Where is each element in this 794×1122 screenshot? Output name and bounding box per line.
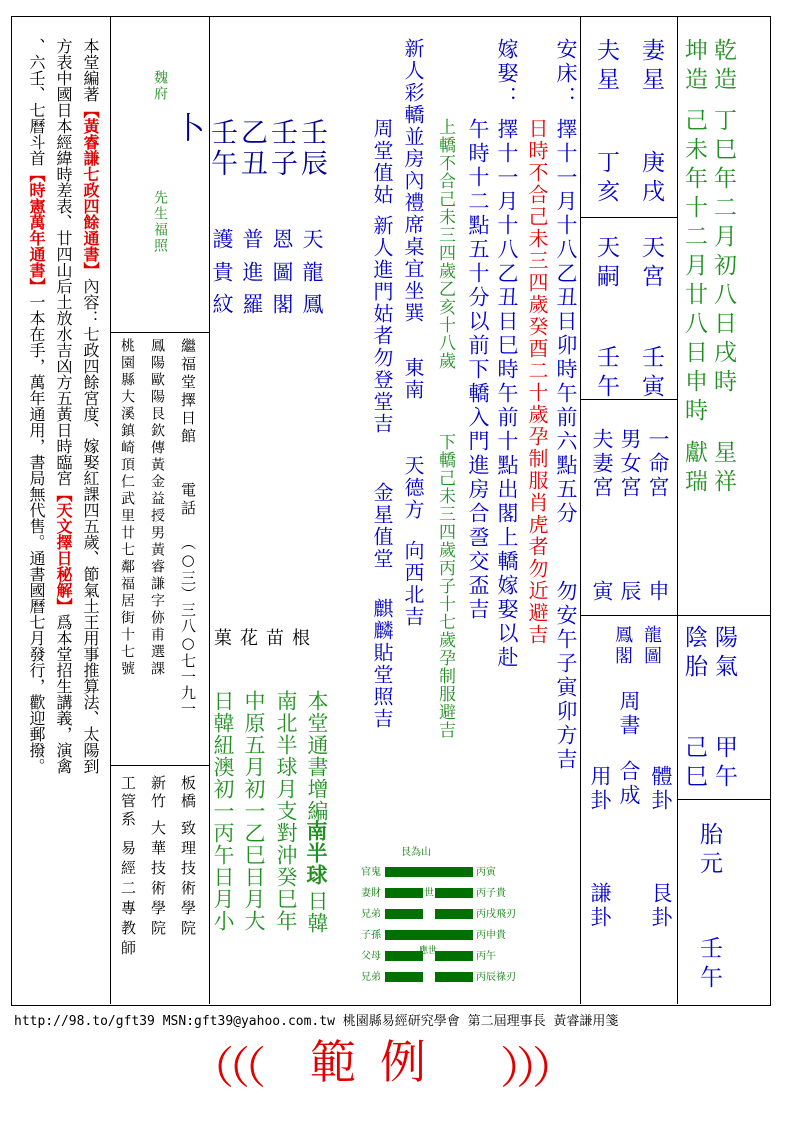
fuqi-gong-val: 寅 [590,580,614,604]
jinxing: 金星值堂 [370,482,394,570]
star-label: 星祥 [710,440,736,498]
wei-fu: 魏府 [152,70,168,102]
tiansi: 天嗣 [593,235,619,293]
nannu-gong: 男女宮 [618,428,642,500]
ad-content: 七政四餘宮度、嫁娶紅課四五歲、節氣土王用事推算法、太陽到 [81,326,100,774]
fuqi-gong: 夫妻宮 [590,428,614,500]
zhoutang: 周堂值姑 [370,118,394,206]
kun-date: 己未年十二月廿八日申時 [681,108,707,427]
nannu-gong-val: 辰 [618,580,642,604]
bazi-sub1: 天龍 [300,228,324,294]
footer-url[interactable]: http://98.to/gft39 [14,1014,155,1029]
anchuang-line1: 擇十一月十八乙丑日卯時午前六點五分 [554,118,578,526]
tiande-dir: 向西北吉 [401,540,425,628]
gen-miao-hua-guo: 根苗花菓 [214,628,318,649]
ad-col1 [82,38,98,774]
ad-col2 [55,38,71,774]
yin-line-right [435,888,473,898]
school1-city: 板橋 [179,775,197,811]
ming-gong: 一命宮 [646,428,670,500]
divider [677,799,770,800]
almanac-c1: 本堂通書增編 [305,690,329,822]
bazi-sub4: 護貴 [210,228,234,294]
qian-label: 乾造 [710,38,736,96]
yin-line-left [385,909,423,919]
xinren-jin: 新人進門姑者勿登堂吉 [370,215,394,435]
xiansheng: 先生福照 [152,190,168,254]
divider [677,615,770,616]
yao-annotation: 丙寅 [476,867,496,878]
tiangong-val: 壬寅 [638,345,664,403]
yang-val: 甲午 [711,735,737,793]
bazi-year: 壬辰 [296,118,327,180]
qian-date: 丁巳年二月初八日戌時 [710,108,736,398]
divider [580,615,677,616]
almanac-c2: 南北半球月支對沖癸巳年 [274,690,298,932]
kun-label: 坤造 [681,38,707,96]
xinren-title: 新人彩轎並房內禮席桌宜坐巽 [401,38,425,324]
bazi-sub3: 普進 [240,228,264,294]
title-paren-right: ））） [500,1043,570,1094]
yao-annotation: 丙申貴 [476,930,506,941]
yang-line [385,930,473,940]
teacher-lineage: 鳳陽歐陽艮欽傳黃金益授男黃睿謙字㑊甫選課 [149,338,165,678]
shi-marker: 世 [424,888,434,899]
yao-row [343,926,506,942]
bazi-month: 壬子 [266,118,297,180]
yao-label: 兄弟 [361,972,381,983]
ad-book1: 【黃睿謙七政四餘通書】 [81,102,100,278]
divider [110,332,209,333]
almanac-c1b: 南半球 [304,820,329,886]
yao-row [343,863,495,879]
divider [580,217,677,218]
footer-society: 桃園縣易經研究學會 [342,1014,460,1029]
tiansi-val: 壬午 [593,345,619,403]
footer-chair: 第二屆理事長 [467,1014,546,1029]
rui-label: 獻瑞 [681,440,707,498]
tiangong: 天宮 [638,235,664,293]
almanac-c1c: 日韓 [305,890,329,934]
xiajiao: 下轎己未三四歲丙子十七歲孕制服避吉 [435,433,455,739]
yao-annotation: 丙戌飛刃 [476,909,516,920]
footer-name: 黃睿謙用箋 [553,1014,619,1029]
hexagram-gen [343,843,516,993]
zhi-symbol: 卜 [169,112,204,146]
divider [110,17,111,1004]
yin-line-left [385,951,423,961]
gen-gua: 艮卦 [649,882,673,930]
yong-gua: 用卦 [588,765,612,813]
phone-label: 電話 [179,482,197,518]
yin-line-right [435,951,473,961]
yang-label: 陽氣 [711,625,737,683]
dongnan: 東南 [401,357,425,401]
almanac-c4: 日韓紐澳初一丙午日月小 [211,690,235,932]
yao-label: 子孫 [361,930,381,941]
title-text: 範例 [310,1035,450,1089]
tiande: 天德方 [401,455,425,521]
gua-hecheng: 合成 [617,760,641,808]
yao-label: 兄弟 [361,909,381,920]
taiyuan-label: 胎元 [696,822,722,880]
bazi-hour: 壬午 [206,118,237,180]
ad-line2: 方表中國日本經緯時差表、廿四山后土放水吉凶方五黃日時臨宮 [54,38,73,486]
anchuang-line1b: 勿安午子寅卯方吉 [554,580,578,772]
yang-line [385,867,473,877]
ming-gong-val: 申 [646,580,670,604]
office-name: 繼福堂擇日館 [179,338,197,446]
bazi-sub4b: 紋 [210,293,234,317]
ad-book3: 【時憲萬年通書】 [27,166,46,294]
divider [110,765,209,766]
taiyuan-val: 壬午 [696,936,722,994]
ying-marker: 應世 [419,946,438,956]
phone-number: （○三）三八○七一九一 [179,535,197,717]
ad-line3c: 一本在手，萬年通用，書局無代售。通書國曆七月發行，歡迎郵撥。 [27,294,46,774]
yao-annotation: 丙辰祿刃 [476,972,516,983]
gua-longtu: 龍圖 [641,625,662,667]
bazi-sub3b: 羅 [240,293,264,317]
yao-row [343,905,516,921]
bazi-sub1b: 鳳 [300,293,324,317]
yin-line-right [435,972,473,982]
yao-label: 官鬼 [361,867,381,878]
bazi-sub2: 恩圖 [270,228,294,294]
yin-line-left [385,888,423,898]
ad-book2: 【天文擇日秘解】 [54,486,73,614]
yin-line-left [385,972,423,982]
gua-fengge: 鳳閣 [612,625,633,667]
title-paren-left: （（（ [190,1043,260,1094]
yin-label: 陰胎 [681,625,707,683]
almanac-c3: 中原五月初一乙巳日月大 [242,690,266,932]
gua-zhoushu: 周書 [617,690,641,738]
yao-label: 妻財 [361,888,381,899]
bazi-day: 乙丑 [236,118,267,180]
yao-annotation: 丙午 [476,951,496,962]
office-address: 桃園縣大溪鎮崎頂仁武里廿七鄰福居街十七號 [119,338,135,678]
ad-col3 [28,38,44,774]
shangjiao: 上轎不合己未三四歲乙亥十八歲 [435,118,455,370]
school2-city: 新竹 [149,775,167,811]
ad-intro: 本堂編著 [81,38,100,102]
jiaqu-line1: 擇十一月十八乙丑日巳時午前十點出閣上轎嫁娶以赴 [495,118,519,670]
department: 工管系 [119,775,137,829]
ad-line2c: 爲本堂招生講義，演禽 [54,614,73,774]
anchuang-line2: 日時不合己未三四歲癸酉二十歲孕制服肖虎者勿近避吉 [525,118,549,646]
wife-star: 妻星 [638,38,664,96]
school1-name: 致理技術學院 [179,820,197,940]
yao-annotation: 丙子貴 [476,888,506,899]
yao-row [343,968,516,984]
footer-msn: MSN:gft39@yahoo.com.tw [162,1014,335,1029]
yin-line-right [435,909,473,919]
anchuang-title: 安床： [554,38,578,110]
ad-content-label: 內容： [81,278,100,326]
ti-gua: 體卦 [649,765,673,813]
husband-star-val: 丁亥 [593,150,619,208]
jiaqu-title: 嫁娶： [495,38,519,110]
qilin: 麒麟貼堂照吉 [370,598,394,730]
bazi-sub2b: 閣 [270,293,294,317]
school2-name: 大華技術學院 [149,820,167,940]
ad-line3: 、六壬、七曆斗首 [27,38,46,166]
teacher-title: 易經二專教師 [119,840,137,960]
page-title [0,1030,794,1094]
hexagram-title: 艮為山 [401,847,431,858]
husband-star: 夫星 [593,38,619,96]
yao-label: 父母 [361,951,381,962]
divider [677,17,678,1004]
yao-row [343,947,495,963]
jiaqu-line2: 午時十二點五十分以前下轎入門進房合巹交盃吉 [466,118,490,622]
wife-star-val: 庚戌 [638,150,664,208]
yao-row [343,884,506,900]
yin-val: 己巳 [681,735,707,793]
qian-gua: 謙卦 [588,882,612,930]
divider [580,17,581,1004]
